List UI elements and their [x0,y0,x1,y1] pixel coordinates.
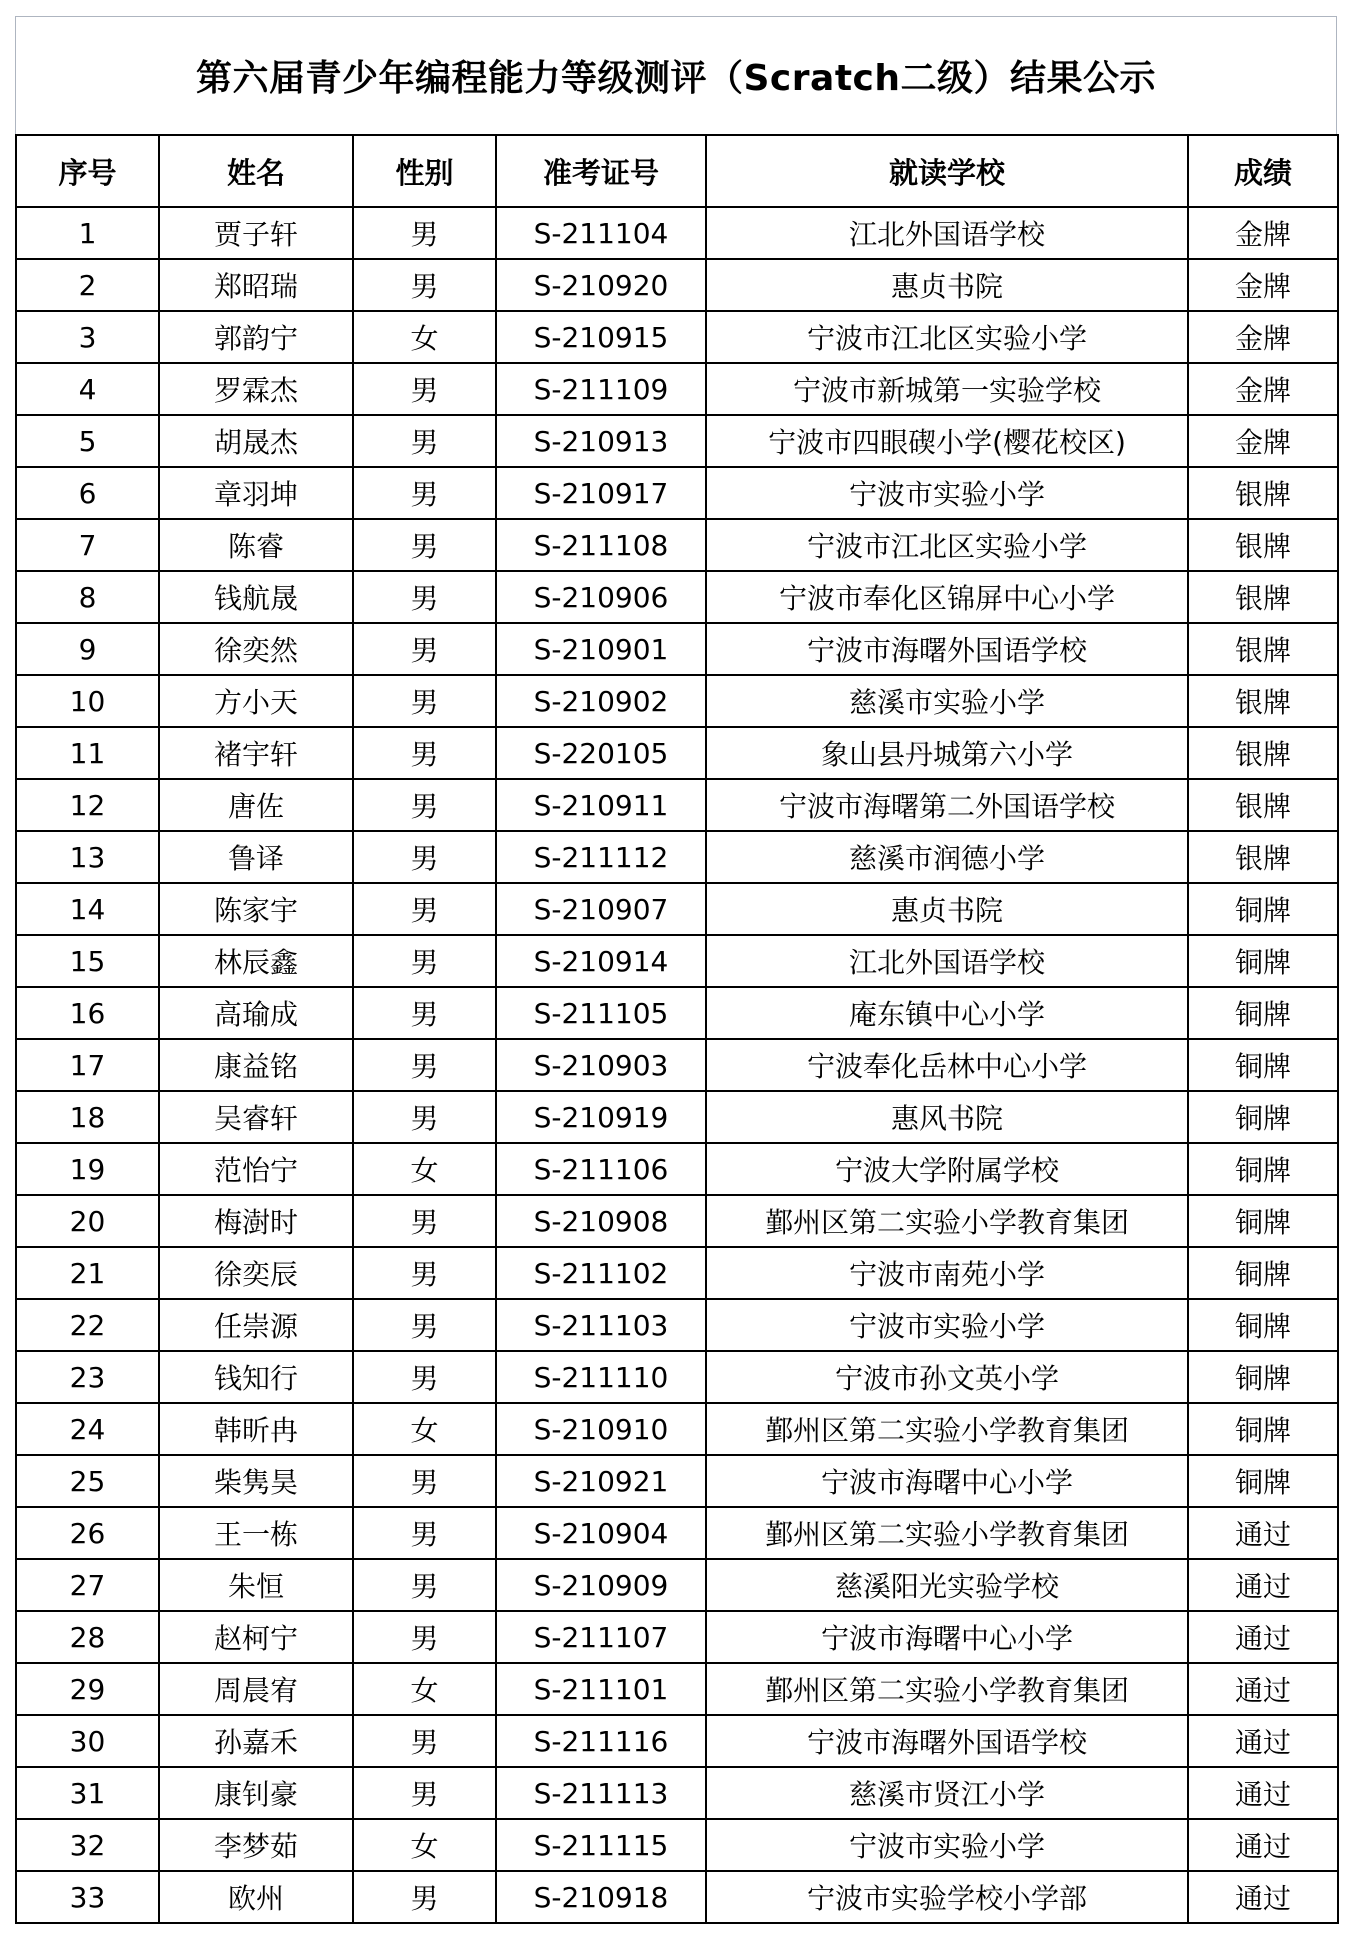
cell-name: 朱恒 [159,1559,353,1611]
column-header-exam-id: 准考证号 [496,135,706,207]
cell-index: 13 [16,831,159,883]
cell-result: 银牌 [1188,675,1338,727]
cell-school: 鄞州区第二实验小学教育集团 [706,1195,1188,1247]
cell-index: 22 [16,1299,159,1351]
cell-result: 银牌 [1188,779,1338,831]
cell-index: 18 [16,1091,159,1143]
cell-school: 鄞州区第二实验小学教育集团 [706,1663,1188,1715]
cell-index: 20 [16,1195,159,1247]
column-header-result: 成绩 [1188,135,1338,207]
cell-exam-id: S-211112 [496,831,706,883]
results-document [15,16,1337,1924]
cell-gender: 男 [353,1611,496,1663]
table-row [16,727,1338,779]
cell-gender: 男 [353,1039,496,1091]
cell-result: 铜牌 [1188,935,1338,987]
cell-index: 26 [16,1507,159,1559]
cell-result: 铜牌 [1188,1403,1338,1455]
cell-exam-id: S-210913 [496,415,706,467]
cell-gender: 男 [353,207,496,259]
cell-exam-id: S-211106 [496,1143,706,1195]
cell-result: 银牌 [1188,831,1338,883]
results-table [15,134,1339,1924]
cell-name: 罗霖杰 [159,363,353,415]
cell-gender: 男 [353,883,496,935]
column-header-gender: 性别 [353,135,496,207]
cell-exam-id: S-210906 [496,571,706,623]
cell-name: 王一栋 [159,1507,353,1559]
table-row [16,1611,1338,1663]
cell-school: 宁波市实验小学 [706,1819,1188,1871]
cell-exam-id: S-210904 [496,1507,706,1559]
cell-name: 林辰鑫 [159,935,353,987]
cell-name: 梅澍时 [159,1195,353,1247]
cell-result: 通过 [1188,1715,1338,1767]
cell-exam-id: S-210920 [496,259,706,311]
table-row [16,1351,1338,1403]
cell-name: 贾子轩 [159,207,353,259]
table-row [16,1507,1338,1559]
table-row [16,1819,1338,1871]
cell-result: 金牌 [1188,259,1338,311]
table-body [16,207,1338,1923]
cell-exam-id: S-211105 [496,987,706,1039]
table-row [16,1143,1338,1195]
cell-name: 褚宇轩 [159,727,353,779]
cell-gender: 男 [353,623,496,675]
table-row [16,1871,1338,1923]
cell-gender: 男 [353,935,496,987]
cell-index: 28 [16,1611,159,1663]
table-row [16,1247,1338,1299]
cell-name: 韩昕冉 [159,1403,353,1455]
cell-gender: 男 [353,831,496,883]
cell-school: 宁波市海曙中心小学 [706,1455,1188,1507]
cell-index: 30 [16,1715,159,1767]
cell-name: 方小天 [159,675,353,727]
column-header-name: 姓名 [159,135,353,207]
cell-index: 23 [16,1351,159,1403]
cell-result: 铜牌 [1188,1195,1338,1247]
cell-result: 铜牌 [1188,1247,1338,1299]
cell-index: 32 [16,1819,159,1871]
cell-gender: 男 [353,363,496,415]
table-row [16,363,1338,415]
cell-school: 宁波市江北区实验小学 [706,519,1188,571]
cell-gender: 男 [353,1559,496,1611]
cell-result: 银牌 [1188,467,1338,519]
cell-result: 通过 [1188,1663,1338,1715]
cell-result: 金牌 [1188,415,1338,467]
cell-name: 陈家宇 [159,883,353,935]
cell-name: 郭韵宁 [159,311,353,363]
cell-index: 1 [16,207,159,259]
table-header [16,135,1338,207]
cell-index: 21 [16,1247,159,1299]
cell-school: 宁波市实验小学 [706,467,1188,519]
cell-exam-id: S-211107 [496,1611,706,1663]
cell-gender: 男 [353,1871,496,1923]
table-row [16,1039,1338,1091]
cell-index: 3 [16,311,159,363]
cell-school: 宁波市四眼碶小学(樱花校区) [706,415,1188,467]
table-row [16,1663,1338,1715]
cell-index: 9 [16,623,159,675]
cell-school: 宁波市实验学校小学部 [706,1871,1188,1923]
cell-school: 慈溪市贤江小学 [706,1767,1188,1819]
cell-index: 10 [16,675,159,727]
cell-gender: 女 [353,1819,496,1871]
cell-name: 高瑜成 [159,987,353,1039]
cell-school: 宁波市孙文英小学 [706,1351,1188,1403]
cell-school: 宁波市江北区实验小学 [706,311,1188,363]
cell-index: 7 [16,519,159,571]
cell-name: 欧州 [159,1871,353,1923]
cell-name: 柴隽昊 [159,1455,353,1507]
cell-gender: 男 [353,1715,496,1767]
cell-index: 16 [16,987,159,1039]
cell-gender: 男 [353,675,496,727]
cell-exam-id: S-210908 [496,1195,706,1247]
table-row [16,571,1338,623]
cell-index: 29 [16,1663,159,1715]
cell-index: 8 [16,571,159,623]
table-row [16,779,1338,831]
table-row [16,1767,1338,1819]
table-row [16,623,1338,675]
cell-school: 宁波大学附属学校 [706,1143,1188,1195]
cell-exam-id: S-211116 [496,1715,706,1767]
cell-index: 24 [16,1403,159,1455]
cell-exam-id: S-210902 [496,675,706,727]
cell-school: 江北外国语学校 [706,935,1188,987]
cell-index: 6 [16,467,159,519]
cell-school: 宁波市实验小学 [706,1299,1188,1351]
cell-name: 范怡宁 [159,1143,353,1195]
cell-gender: 男 [353,415,496,467]
cell-school: 宁波市奉化区锦屏中心小学 [706,571,1188,623]
cell-gender: 男 [353,1091,496,1143]
cell-index: 25 [16,1455,159,1507]
cell-result: 通过 [1188,1819,1338,1871]
cell-school: 惠贞书院 [706,883,1188,935]
cell-exam-id: S-211113 [496,1767,706,1819]
cell-name: 康钊豪 [159,1767,353,1819]
cell-result: 铜牌 [1188,883,1338,935]
table-row [16,987,1338,1039]
cell-name: 孙嘉禾 [159,1715,353,1767]
cell-gender: 男 [353,259,496,311]
cell-school: 慈溪阳光实验学校 [706,1559,1188,1611]
cell-index: 15 [16,935,159,987]
table-row [16,883,1338,935]
cell-name: 钱航晟 [159,571,353,623]
cell-name: 鲁译 [159,831,353,883]
cell-name: 胡晟杰 [159,415,353,467]
cell-result: 金牌 [1188,311,1338,363]
cell-school: 江北外国语学校 [706,207,1188,259]
cell-exam-id: S-211104 [496,207,706,259]
cell-school: 惠风书院 [706,1091,1188,1143]
cell-gender: 男 [353,1247,496,1299]
cell-exam-id: S-211108 [496,519,706,571]
cell-result: 铜牌 [1188,1299,1338,1351]
cell-result: 通过 [1188,1611,1338,1663]
cell-index: 33 [16,1871,159,1923]
cell-gender: 男 [353,1767,496,1819]
cell-result: 铜牌 [1188,1091,1338,1143]
cell-name: 赵柯宁 [159,1611,353,1663]
cell-exam-id: S-210901 [496,623,706,675]
table-row [16,311,1338,363]
cell-result: 金牌 [1188,363,1338,415]
table-row [16,1559,1338,1611]
cell-exam-id: S-210918 [496,1871,706,1923]
cell-gender: 男 [353,519,496,571]
cell-school: 象山县丹城第六小学 [706,727,1188,779]
cell-school: 鄞州区第二实验小学教育集团 [706,1507,1188,1559]
cell-result: 银牌 [1188,727,1338,779]
cell-gender: 男 [353,1195,496,1247]
cell-exam-id: S-210911 [496,779,706,831]
cell-index: 12 [16,779,159,831]
cell-exam-id: S-211110 [496,1351,706,1403]
cell-index: 2 [16,259,159,311]
cell-name: 徐奕然 [159,623,353,675]
cell-exam-id: S-211109 [496,363,706,415]
cell-gender: 男 [353,987,496,1039]
cell-exam-id: S-210903 [496,1039,706,1091]
cell-gender: 男 [353,727,496,779]
cell-result: 通过 [1188,1559,1338,1611]
table-row [16,1195,1338,1247]
cell-gender: 男 [353,1455,496,1507]
cell-school: 宁波市南苑小学 [706,1247,1188,1299]
cell-result: 铜牌 [1188,987,1338,1039]
cell-exam-id: S-211101 [496,1663,706,1715]
column-header-school: 就读学校 [706,135,1188,207]
cell-result: 铜牌 [1188,1455,1338,1507]
cell-name: 任崇源 [159,1299,353,1351]
cell-exam-id: S-210921 [496,1455,706,1507]
cell-result: 银牌 [1188,623,1338,675]
cell-name: 唐佐 [159,779,353,831]
cell-result: 铜牌 [1188,1351,1338,1403]
cell-school: 惠贞书院 [706,259,1188,311]
cell-index: 4 [16,363,159,415]
cell-school: 宁波市海曙外国语学校 [706,1715,1188,1767]
cell-name: 徐奕辰 [159,1247,353,1299]
cell-school: 慈溪市实验小学 [706,675,1188,727]
cell-school: 慈溪市润德小学 [706,831,1188,883]
table-row [16,1715,1338,1767]
cell-index: 11 [16,727,159,779]
cell-result: 铜牌 [1188,1039,1338,1091]
cell-exam-id: S-210910 [496,1403,706,1455]
cell-exam-id: S-210909 [496,1559,706,1611]
cell-gender: 男 [353,467,496,519]
cell-exam-id: S-211115 [496,1819,706,1871]
cell-exam-id: S-211103 [496,1299,706,1351]
cell-name: 郑昭瑞 [159,259,353,311]
cell-school: 宁波市海曙外国语学校 [706,623,1188,675]
cell-school: 宁波市海曙中心小学 [706,1611,1188,1663]
table-row [16,519,1338,571]
cell-school: 鄞州区第二实验小学教育集团 [706,1403,1188,1455]
cell-name: 吴睿轩 [159,1091,353,1143]
cell-name: 陈睿 [159,519,353,571]
cell-index: 27 [16,1559,159,1611]
cell-school: 宁波市海曙第二外国语学校 [706,779,1188,831]
cell-gender: 女 [353,1143,496,1195]
cell-result: 通过 [1188,1871,1338,1923]
cell-name: 周晨宥 [159,1663,353,1715]
cell-index: 14 [16,883,159,935]
cell-exam-id: S-210915 [496,311,706,363]
table-row [16,1299,1338,1351]
table-row [16,1091,1338,1143]
cell-name: 李梦茹 [159,1819,353,1871]
header-row [16,135,1338,207]
cell-gender: 男 [353,779,496,831]
cell-gender: 女 [353,1663,496,1715]
cell-exam-id: S-210907 [496,883,706,935]
cell-gender: 女 [353,311,496,363]
cell-gender: 男 [353,1507,496,1559]
table-row [16,1403,1338,1455]
cell-index: 5 [16,415,159,467]
table-row [16,207,1338,259]
cell-result: 通过 [1188,1507,1338,1559]
cell-school: 庵东镇中心小学 [706,987,1188,1039]
cell-school: 宁波市新城第一实验学校 [706,363,1188,415]
page-title: 第六届青少年编程能力等级测评（Scratch二级）结果公示 [196,58,1156,99]
cell-gender: 男 [353,1299,496,1351]
cell-index: 19 [16,1143,159,1195]
cell-name: 钱知行 [159,1351,353,1403]
cell-exam-id: S-220105 [496,727,706,779]
cell-result: 铜牌 [1188,1143,1338,1195]
cell-exam-id: S-210914 [496,935,706,987]
cell-gender: 男 [353,1351,496,1403]
cell-gender: 男 [353,571,496,623]
cell-result: 银牌 [1188,519,1338,571]
cell-exam-id: S-210919 [496,1091,706,1143]
column-header-index: 序号 [16,135,159,207]
cell-index: 31 [16,1767,159,1819]
cell-result: 通过 [1188,1767,1338,1819]
title-banner [15,16,1337,134]
cell-exam-id: S-210917 [496,467,706,519]
table-row [16,675,1338,727]
cell-school: 宁波奉化岳林中心小学 [706,1039,1188,1091]
table-row [16,467,1338,519]
cell-index: 17 [16,1039,159,1091]
cell-name: 康益铭 [159,1039,353,1091]
cell-name: 章羽坤 [159,467,353,519]
cell-result: 金牌 [1188,207,1338,259]
table-row [16,831,1338,883]
cell-result: 银牌 [1188,571,1338,623]
cell-exam-id: S-211102 [496,1247,706,1299]
table-row [16,415,1338,467]
table-row [16,259,1338,311]
table-row [16,935,1338,987]
table-row [16,1455,1338,1507]
cell-gender: 女 [353,1403,496,1455]
